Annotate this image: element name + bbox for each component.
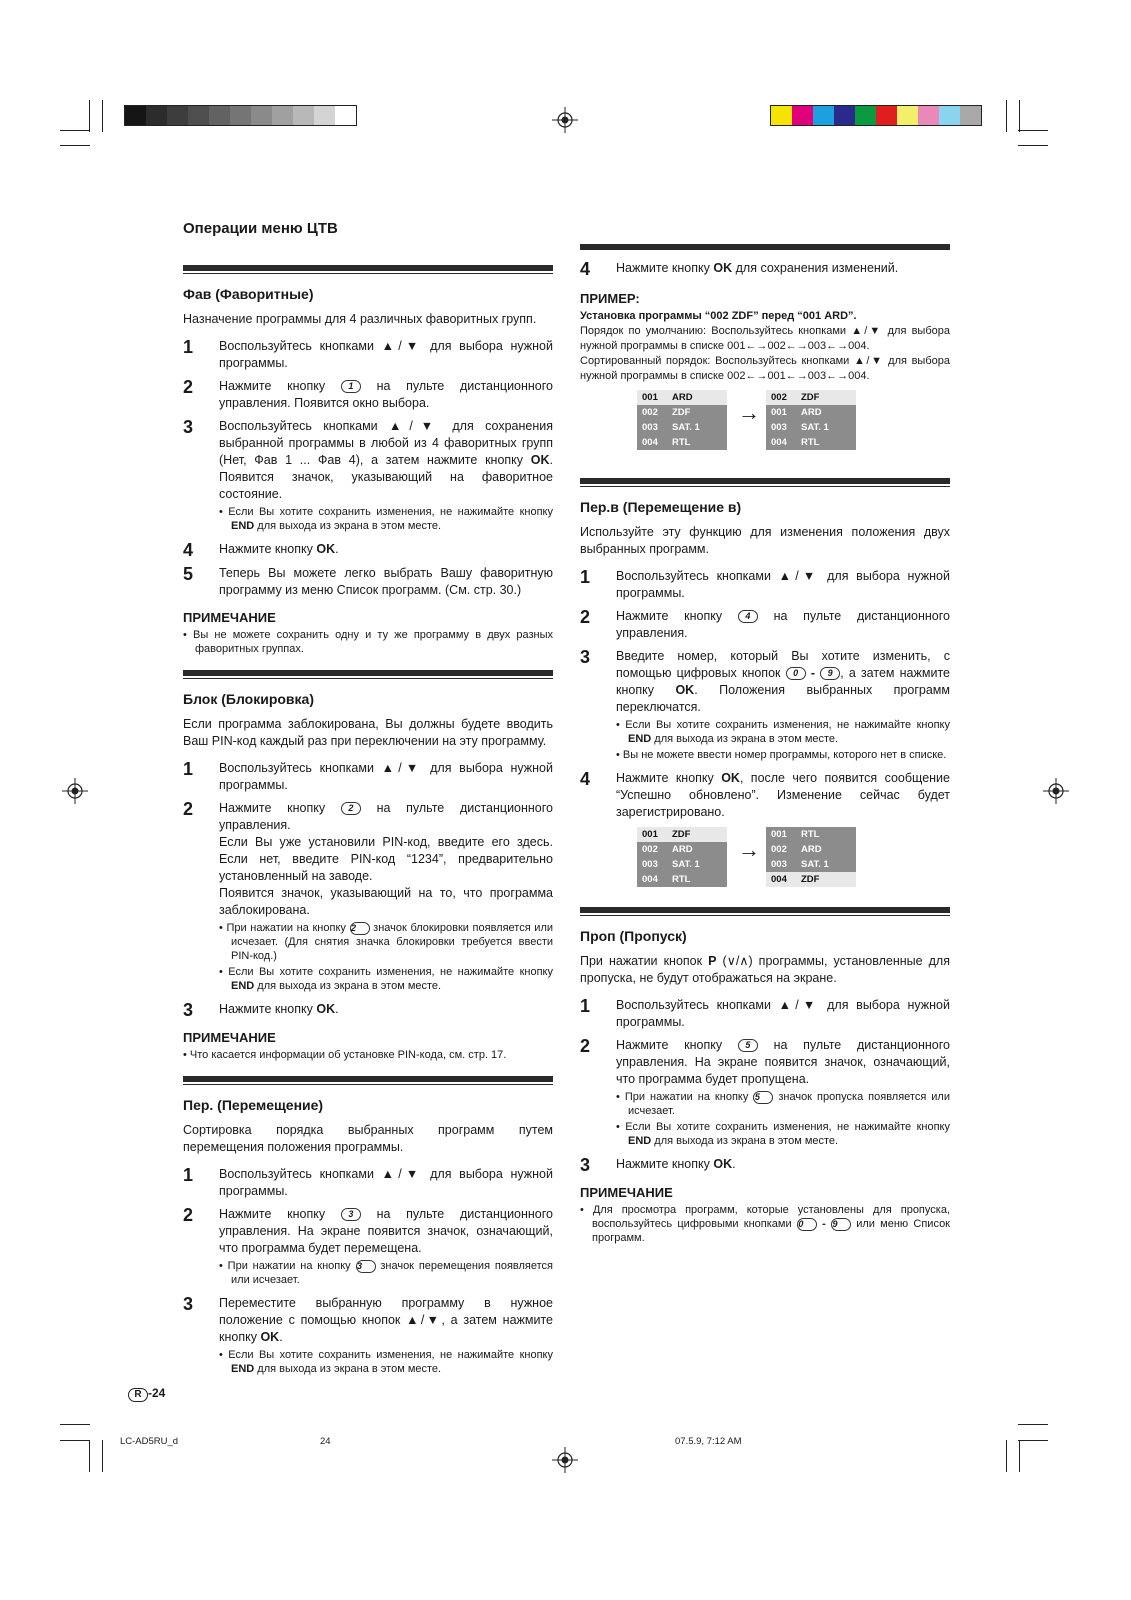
channel-number: 002 [642,844,658,855]
section-rule [183,678,553,679]
moveto-step-4 [580,770,950,821]
move-heading: Пер. (Перемещение) [183,1097,324,1113]
example-heading: ПРИМЕР: [580,291,640,306]
step-text: Нажмите кнопку OK. [219,542,339,556]
crop-mark [89,100,90,132]
calibration-swatch [939,106,960,125]
note-text: • Для просмотра программ, которые установлены для пропуска, воспользуйтесь цифровыми кнопками 0 - 9 или меню Список программ. [580,1204,950,1244]
step-number: 3 [183,1000,194,1020]
crop-mark [1018,130,1048,131]
calibration-swatch [251,106,272,125]
calibration-swatch [834,106,855,125]
step-number: 4 [183,540,194,560]
channel-name: ARD [672,844,693,855]
remote-button-icon: 1 [341,380,361,393]
channel-name: RTL [801,829,820,840]
crop-mark [1006,100,1007,132]
step-number: 1 [580,996,591,1016]
step-text: Нажмите кнопку 1 на пульте дистанционного управления. Появится окно выбора. [219,379,553,410]
channel-row [637,827,727,842]
channel-row [766,405,856,420]
step-number: 2 [183,377,194,397]
channel-name: ARD [801,844,822,855]
crop-mark [1018,1424,1048,1425]
channel-row [766,872,856,887]
channel-number: 004 [642,437,658,448]
step-text: Теперь Вы можете легко выбрать Вашу фаворитную программу из меню Список программ. (См. стр. 30.) [219,566,553,597]
channel-number: 002 [771,844,787,855]
registration-mark-icon [552,107,578,133]
bullet-note: • Если Вы хотите сохранить изменения, не нажимайте кнопку END для выхода из экрана в этом месте. [219,1349,553,1375]
step-number: 2 [580,1036,591,1056]
step-text: Нажмите кнопку 5 на пульте дистанционного управления. На экране появится значок, означающий, что программа будет пропущена. • При нажатии на кнопку 5 значок пропуска появляется или исчезает. • Если Вы хотите сохранить изменения, не нажимайте кнопку END для выхода из экрана в этом месте. [616,1038,950,1147]
calibration-swatch [792,106,813,125]
channel-row [766,435,856,450]
fav-heading: Фав (Фаворитные) [183,286,314,302]
calibration-swatch [188,106,209,125]
crop-mark [60,145,90,146]
arrow-right-icon: → [738,400,760,425]
step-text: Воспользуйтесь кнопками ▲/▼ для выбора нужной программы. [219,339,553,370]
skip-heading: Проп (Пропуск) [580,928,687,944]
channel-row [766,827,856,842]
calibration-swatch [335,106,356,125]
channel-name: ARD [672,392,693,403]
skip-step-3 [580,1156,950,1174]
footer-right: 07.5.9, 7:12 AM [675,1436,742,1447]
fav-step-4 [183,541,553,559]
channel-row [637,857,727,872]
step-number: 4 [580,769,591,789]
channel-row [637,842,727,857]
channel-name: SAT. 1 [672,859,700,870]
calibration-swatch [813,106,834,125]
remote-button-icon: 0 [786,667,806,680]
channel-number: 003 [642,859,658,870]
channel-name: ARD [801,407,822,418]
crop-mark [60,130,90,131]
channel-list-before [637,390,727,450]
step-number: 1 [580,567,591,587]
section-rule [183,1084,553,1085]
channel-name: SAT. 1 [801,859,829,870]
calibration-swatch [272,106,293,125]
channel-name: ZDF [801,392,820,403]
step-number: 2 [183,799,194,819]
section-rule [183,1076,553,1082]
channel-name: RTL [801,437,820,448]
channel-number: 004 [771,437,787,448]
channel-list-after [766,390,856,450]
channel-row [637,872,727,887]
move-intro: Сортировка порядка выбранных программ путем перемещения положения программы. [183,1123,553,1154]
step-number: 4 [580,259,591,279]
note-heading: ПРИМЕЧАНИЕ [580,1185,673,1200]
move-step-4 [580,260,950,278]
block-step-1 [183,760,553,794]
channel-number: 004 [642,874,658,885]
crop-mark [1019,100,1020,132]
section-rule [580,907,950,913]
step-text: Нажмите кнопку 4 на пульте дистанционного управления. [616,609,950,640]
channel-number: 003 [771,422,787,433]
channel-row [637,435,727,450]
calibration-swatch [230,106,251,125]
channel-number: 004 [771,874,787,885]
calibration-swatch [146,106,167,125]
remote-button-icon: 5 [738,1039,758,1052]
page-number: R -24 [128,1386,165,1402]
remote-button-icon: 0 [797,1218,817,1231]
footer-center: 24 [320,1436,331,1447]
channel-name: ZDF [801,874,820,885]
bullet-note: • Если Вы хотите сохранить изменения, не нажимайте кнопку END для выхода из экрана в этом месте. [219,966,553,992]
remote-button-icon: 9 [831,1218,851,1231]
step-number: 3 [580,647,591,667]
bullet-note: • При нажатии на кнопку 2 значок блокировки появляется или исчезает. (Для снятия значка блокировки требуется ввести PIN-код.) [219,922,554,962]
fav-step-3 [183,418,553,535]
step-text: Воспользуйтесь кнопками ▲/▼ для выбора нужной программы. [219,1167,553,1198]
crop-mark [1006,1440,1007,1472]
step-number: 5 [183,564,194,584]
page-title: Операции меню ЦТВ [183,220,338,237]
calibration-swatch [125,106,146,125]
channel-name: RTL [672,874,691,885]
channel-name: ZDF [672,829,691,840]
channel-list-after [766,827,856,887]
moveto-step-2 [580,608,950,642]
remote-button-icon: 3 [356,1260,376,1273]
step-text: Введите номер, который Вы хотите изменить, с помощью цифровых кнопок 0 - 9 , а затем нажмите кнопку OK. Положения выбранных программ переключатся. • Если Вы хотите сохранить изменения, не нажимайте кнопку END для выхода из экрана в этом месте. • Вы не можете ввести номер программы, которого нет в списке. [616,649,950,761]
fav-step-1 [183,338,553,372]
step-text: Воспользуйтесь кнопками ▲/▼ для выбора нужной программы. [219,761,553,792]
skip-step-1 [580,997,950,1031]
bullet-note: • Если Вы хотите сохранить изменения, не нажимайте кнопку END для выхода из экрана в этом месте. [616,1121,950,1147]
block-intro: Если программа заблокирована, Вы должны будете вводить Ваш PIN-код каждый раз при переключении на эту программу. [183,717,553,748]
step-text: Нажмите кнопку OK, после чего появится сообщение “Успешно обновлено”. Изменение сейчас будет зарегистрировано. [616,771,950,819]
fav-intro: Назначение программы для 4 различных фаворитных групп. [183,312,537,326]
bullet-note: • Вы не можете ввести номер программы, которого нет в списке. [616,749,947,761]
crop-mark [89,1440,90,1472]
crop-mark [1018,1440,1048,1441]
channel-row [766,420,856,435]
example-default-order: Порядок по умолчанию: Воспользуйтесь кнопками ▲/▼ для выбора нужной программы в списке 001←→002←→003←→004. [580,325,950,352]
channel-row [637,390,727,405]
skip-intro: При нажатии кнопок P (∨/∧) программы, установленные для пропуска, не будут отображаться на экране. [580,954,950,985]
step-text: Нажмите кнопку 2 на пульте дистанционного управления. Если Вы уже установили PIN-код, введите его здесь. Если нет, введите PIN-код “1234”, предварительно установленный на заводе. Появится значок, указывающий на то, что программа заблокирована. • При нажатии на кнопку 2 значок блокировки появляется или исчезает. (Для снятия значка блокировки требуется ввести PIN-код.) • Если Вы хотите сохранить изменения, не нажимайте кнопку END для выхода из экрана в этом месте. [219,801,554,992]
section-rule [580,915,950,916]
registration-mark-icon [1043,778,1069,804]
channel-number: 001 [771,407,787,418]
channel-row [637,420,727,435]
fav-step-2 [183,378,553,412]
section-rule [580,244,950,250]
step-text: Воспользуйтесь кнопками ▲/▼ для выбора нужной программы. [616,569,950,600]
channel-row [766,842,856,857]
step-text: Воспользуйтесь кнопками ▲/▼ для сохранения выбранной программы в любой из 4 фаворитных групп (Нет, Фав 1 ... Фав 4), а затем нажмите кнопку OK. Появится значок, указывающий на фаворитное состояние. • Если Вы хотите сохранить изменения, не нажимайте кнопку END для выхода из экрана в этом месте. [219,419,553,532]
note-text: • Что касается информации об установке PIN-кода, см. стр. 17. [183,1049,507,1061]
bullet-note: • При нажатии на кнопку 5 значок пропуска появляется или исчезает. [616,1091,950,1117]
right-column [580,244,950,1245]
step-text: Нажмите кнопку OK. [219,1002,339,1016]
crop-mark [102,100,103,132]
moveto-intro: Используйте эту функцию для изменения положения двух выбранных программ. [580,525,950,556]
grayscale-calibration-bar [124,105,357,126]
remote-button-icon: 5 [753,1091,773,1104]
step-text: Нажмите кнопку 3 на пульте дистанционного управления. На экране появится значок, означающий, что программа будет перемещена. • При нажатии на кнопку 3 значок перемещения появляется или исчезает. [219,1207,553,1286]
calibration-swatch [960,106,981,125]
remote-button-icon: 2 [341,802,361,815]
channel-list-before [637,827,727,887]
step-text: Нажмите кнопку OK для сохранения изменений. [616,261,899,275]
move-step-3 [183,1295,553,1378]
calibration-swatch [918,106,939,125]
remote-button-icon: 9 [820,667,840,680]
step-number: 2 [183,1205,194,1225]
example-title: Установка программы “002 ZDF” перед “001 ARD”. [580,310,857,322]
step-number: 3 [183,417,194,437]
step-number: 2 [580,607,591,627]
step-number: 1 [183,1165,194,1185]
channel-number: 001 [642,392,658,403]
block-heading: Блок (Блокировка) [183,691,314,707]
registration-mark-icon [552,1447,578,1473]
example-sorted-order: Сортированный порядок: Воспользуйтесь кнопками ▲/▼ для выбора нужной программы в списке 002←→001←→003←→004. [580,355,950,382]
bullet-note: • При нажатии на кнопку 3 значок перемещения появляется или исчезает. [219,1260,553,1286]
section-rule [183,273,553,274]
color-calibration-bar [770,105,982,126]
block-step-3 [183,1001,553,1019]
moveto-heading: Пер.в (Перемещение в) [580,499,742,515]
note-heading: ПРИМЕЧАНИЕ [183,1030,276,1045]
channel-number: 002 [642,407,658,418]
channel-name: SAT. 1 [672,422,700,433]
calibration-swatch [897,106,918,125]
section-rule [580,486,950,487]
crop-mark [60,1424,90,1425]
footer-left: LC-AD5RU_d [120,1436,179,1447]
calibration-swatch [167,106,188,125]
move-step-1 [183,1166,553,1200]
calibration-swatch [209,106,230,125]
channel-number: 001 [771,829,787,840]
bullet-note: • Если Вы хотите сохранить изменения, не нажимайте кнопку END для выхода из экрана в этом месте. [219,506,553,532]
channel-name: SAT. 1 [801,422,829,433]
step-text: Воспользуйтесь кнопками ▲/▼ для выбора нужной программы. [616,998,950,1029]
section-rule [183,670,553,676]
channel-row [766,390,856,405]
channel-number: 003 [771,859,787,870]
left-column [183,265,553,1384]
step-number: 1 [183,759,194,779]
note-text: • Вы не можете сохранить одну и ту же программу в двух разных фаворитных группах. [183,629,553,655]
calibration-swatch [855,106,876,125]
moveto-step-3 [580,648,950,764]
step-number: 3 [580,1155,591,1175]
move-step-2 [183,1206,553,1289]
channel-number: 003 [642,422,658,433]
crop-mark [60,1440,90,1441]
section-rule [183,265,553,271]
arrow-right-icon: → [738,837,760,862]
calibration-swatch [876,106,897,125]
crop-mark [1018,145,1048,146]
channel-number: 001 [642,829,658,840]
registration-mark-icon [62,778,88,804]
step-text: Переместите выбранную программу в нужное положение с помощью кнопок ▲/▼, а затем нажмите кнопку OK. • Если Вы хотите сохранить изменения, не нажимайте кнопку END для выхода из экрана в этом месте. [219,1296,553,1375]
section-rule [580,478,950,484]
moveto-step-1 [580,568,950,602]
crop-mark [102,1440,103,1472]
channel-number: 002 [771,392,787,403]
remote-button-icon: 2 [350,922,370,935]
region-circle-icon: R [128,1388,148,1402]
fav-step-5 [183,565,553,599]
step-number: 3 [183,1294,194,1314]
channel-name: ZDF [672,407,691,418]
channel-row [766,857,856,872]
note-heading: ПРИМЕЧАНИЕ [183,610,276,625]
channel-row [637,405,727,420]
crop-mark [1019,1440,1020,1472]
step-text: Нажмите кнопку OK. [616,1157,736,1171]
remote-button-icon: 4 [738,610,758,623]
remote-button-icon: 3 [341,1208,361,1221]
block-step-2 [183,800,553,995]
calibration-swatch [293,106,314,125]
step-number: 1 [183,337,194,357]
bullet-note: • Если Вы хотите сохранить изменения, не нажимайте кнопку END для выхода из экрана в этом месте. [616,719,950,745]
calibration-swatch [771,106,792,125]
calibration-swatch [314,106,335,125]
skip-step-2 [580,1037,950,1150]
channel-name: RTL [672,437,691,448]
